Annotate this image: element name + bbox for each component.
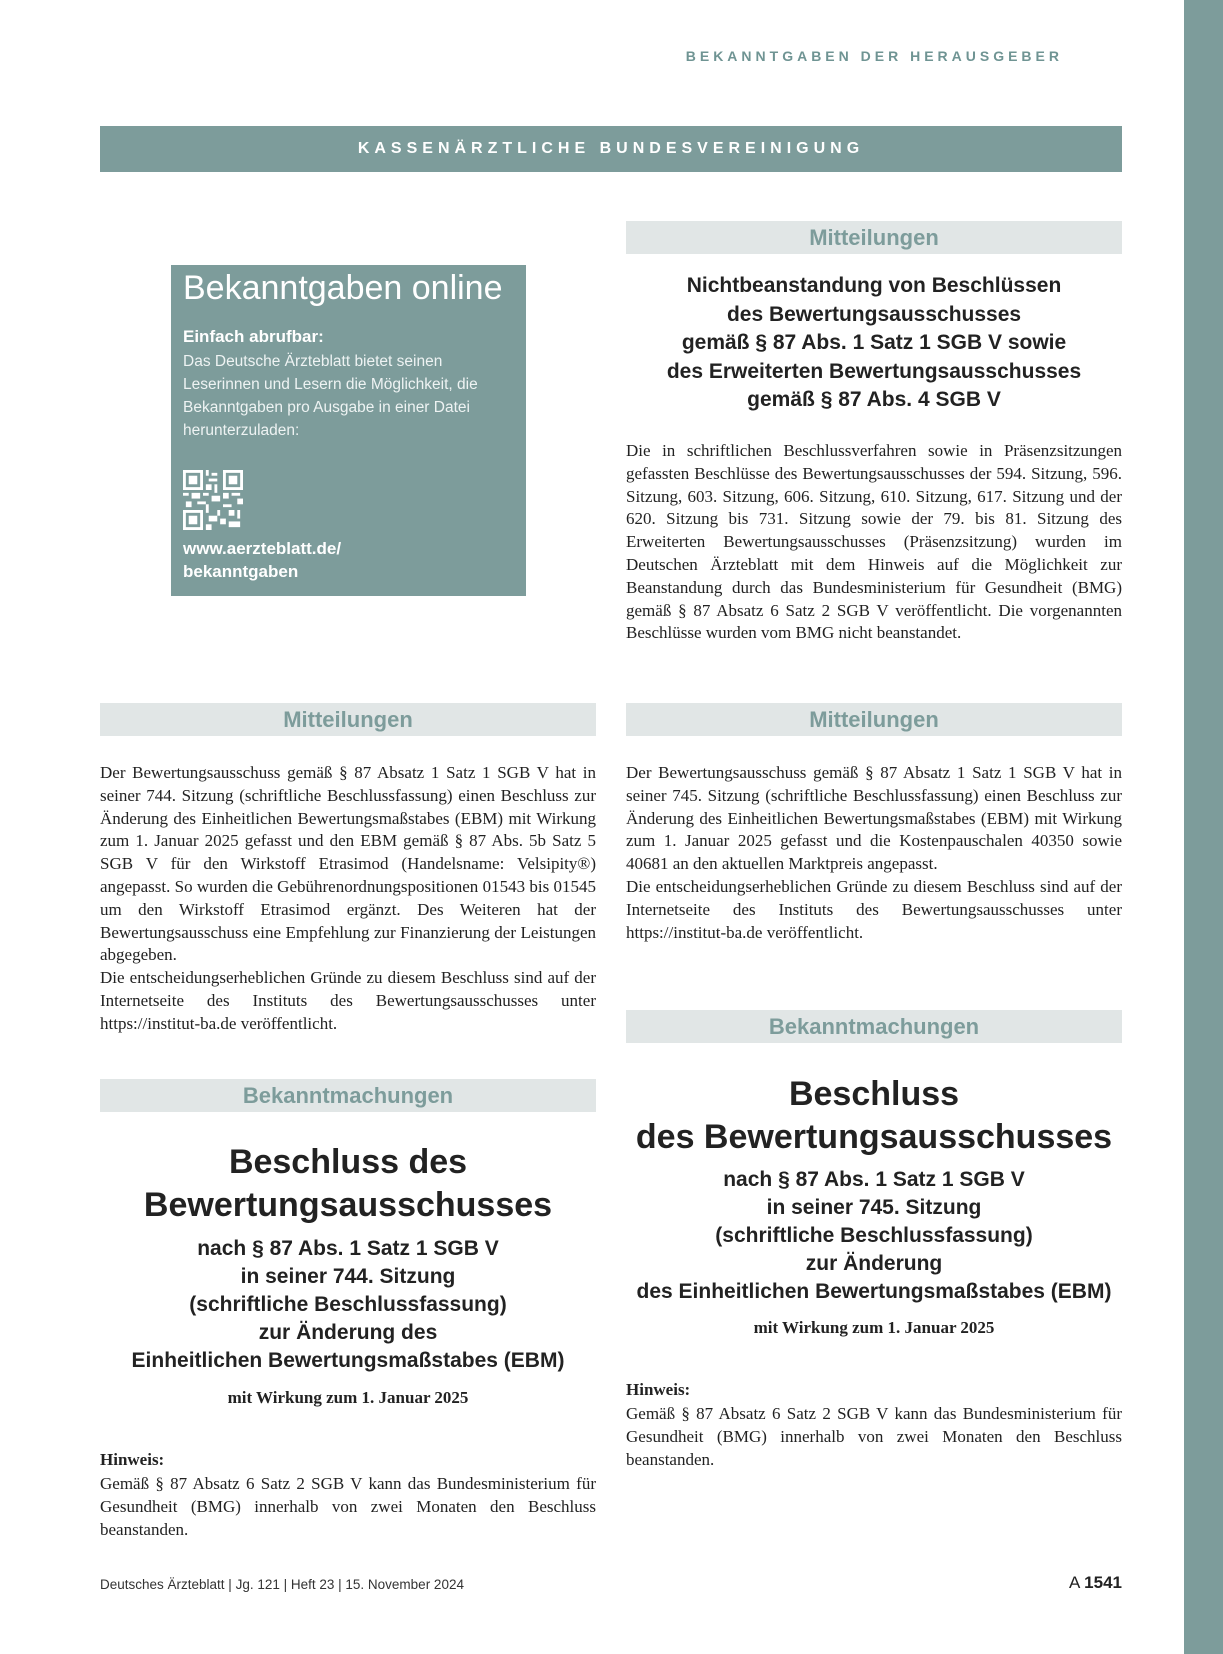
label-mitteilungen-top: Mitteilungen [626,221,1122,254]
page-prefix: A [1069,1573,1080,1592]
decision-left-subtitle [100,1235,596,1375]
decision-right-subtitle [626,1166,1122,1306]
label-mitteilungen-right: Mitteilungen [626,703,1122,736]
title-line: Beschluss [788,1075,960,1113]
subtitle-line: (schriftliche Beschlussfassung) [715,1224,1033,1247]
organization-banner: KASSENÄRZTLICHE BUNDESVEREINIGUNG [100,126,1122,172]
decision-right-title [626,1073,1122,1159]
online-box-subtitle: Einfach abrufbar: [183,327,324,346]
title-line: Bewertungsausschusses [143,1186,553,1224]
title-line: des Bewertungsausschusses [635,1118,1113,1156]
decision-left-note-text: Gemäß § 87 Absatz 6 Satz 2 SGB V kann das Bundesministerium für Gesundheit (BMG) innerhalb von zwei Monaten den Beschluss beanstanden. [100,1474,596,1539]
section-header: BEKANNTGABEN DER HERAUSGEBER [685,48,1063,64]
paragraph: Die entscheidungserheblichen Gründe zu diesem Beschluss sind auf der Internetseite des Instituts des Bewertungsausschusses unter https://institut-ba.de veröffentlicht. [100,968,596,1033]
online-box-url-line2[interactable]: bekanntgaben [183,562,299,581]
decision-left-note-label: Hinweis: [100,1450,165,1469]
label-bekanntmachungen-left: Bekanntmachungen [100,1079,596,1112]
heading-line: des Bewertungsausschusses [726,302,1022,326]
side-color-bar [1184,0,1223,1654]
paragraph: Die in schriftlichen Beschlussverfahren sowie in Präsenzsitzungen gefassten Beschlüsse des Bewertungsausschusses der 594. Sitzung, 596. Sitzung, 603. Sitzung, 606. Sitzung, 610. Sitzung, 617. Sitzung und der 620. Sitzung bis 731. Sitzung sowie der 79. bis 81. Sitzung des Erweiterten Bewertungsausschusses (Präsenzsitzung) wurden im Deutschen Ärzteblatt mit dem Hinweis auf die Möglichkeit zur Beanstandung durch das Bundesministerium für Gesundheit (BMG) gemäß § 87 Absatz 6 Satz 2 SGB V veröffentlicht. Die vorgenannten Beschlüsse wurden vom BMG nicht beanstandet. [626,441,1122,643]
decision-right-note-label: Hinweis: [626,1380,691,1399]
decision-right-effect: mit Wirkung zum 1. Januar 2025 [753,1318,995,1337]
notice-right-body [626,762,1122,944]
decision-right-note-text: Gemäß § 87 Absatz 6 Satz 2 SGB V kann das Bundesministerium für Gesundheit (BMG) innerhalb von zwei Monaten den Beschluss beanstanden. [626,1404,1122,1469]
page-number [1069,1573,1122,1593]
online-box-body: Das Deutsche Ärzteblatt bietet seinen Leserinnen und Lesern die Möglichkeit, die Bekanntgaben pro Ausgabe in einer Datei herunterzuladen: [183,353,478,439]
page-number-value: 1541 [1084,1573,1122,1592]
paragraph: Der Bewertungsausschuss gemäß § 87 Absatz 1 Satz 1 SGB V hat in seiner 745. Sitzung (schriftliche Beschlussfassung) einen Beschluss zur Änderung des Einheitlichen Bewertungsmaßstabes (EBM) mit Wirkung zum 1. Januar 2025 gefasst und die Kostenpauschalen 40350 sowie 40681 an den aktuellen Marktpreis angepasst. [626,763,1122,874]
online-box-url-line1[interactable]: www.aerzteblatt.de/ [183,539,342,558]
subtitle-line: Einheitlichen Bewertungsmaßstabes (EBM) [131,1349,565,1372]
subtitle-line: zur Änderung [805,1252,943,1275]
label-mitteilungen-left: Mitteilungen [100,703,596,736]
online-info-box [171,265,526,596]
subtitle-line: nach § 87 Abs. 1 Satz 1 SGB V [197,1237,499,1260]
paragraph: Die entscheidungserheblichen Gründe zu diesem Beschluss sind auf der Internetseite des Instituts des Bewertungsausschusses unter https://institut-ba.de veröffentlicht. [626,876,1122,942]
online-box-url[interactable] [183,537,341,583]
subtitle-line: nach § 87 Abs. 1 Satz 1 SGB V [723,1168,1025,1191]
qr-code-icon[interactable] [183,470,243,530]
heading-line: gemäß § 87 Abs. 1 Satz 1 SGB V sowie [681,331,1067,354]
subtitle-line: in seiner 744. Sitzung [240,1265,456,1288]
heading-line: des Erweiterten Bewertungsausschusses [666,359,1082,383]
subtitle-line: zur Änderung des [258,1321,438,1344]
notice-top-heading [626,272,1122,415]
paragraph: Der Bewertungsausschuss gemäß § 87 Absatz 1 Satz 1 SGB V hat in seiner 744. Sitzung (schriftliche Beschlussfassung) einen Beschluss zur Änderung des Einheitlichen Bewertungsmaßstabes (EBM) mit Wirkung zum 1. Januar 2025 gefasst und den EBM gemäß § 87 Abs. 5b Satz 5 SGB V für den Wirkstoff Etrasimod (Handelsname: Velsipity®) angepasst. So wurden die Gebührenordnungspositionen 01543 bis 01545 um den Wirkstoff Etrasimod ergänzt. Des Weiteren hat der Bewertungsausschuss eine Empfehlung zur Finanzierung der Leistungen abgegeben. [100,763,596,965]
online-box-title: Bekanntgaben online [183,269,503,307]
subtitle-line: des Einheitlichen Bewertungsmaßstabes (EBM) [636,1280,1112,1303]
notice-left-body [100,762,596,1036]
label-bekanntmachungen-right: Bekanntmachungen [626,1010,1122,1043]
decision-left-effect: mit Wirkung zum 1. Januar 2025 [227,1388,469,1407]
heading-line: gemäß § 87 Abs. 4 SGB V [747,388,1001,411]
decision-left-title [100,1141,596,1227]
subtitle-line: in seiner 745. Sitzung [766,1196,982,1219]
footer-citation: Deutsches Ärzteblatt | Jg. 121 | Heft 23 | 15. November 2024 [100,1577,464,1592]
notice-top-body [626,440,1122,645]
subtitle-line: (schriftliche Beschlussfassung) [189,1293,507,1316]
title-line: Beschluss des [228,1143,468,1181]
heading-line: Nichtbeanstandung von Beschlüssen [686,274,1062,297]
